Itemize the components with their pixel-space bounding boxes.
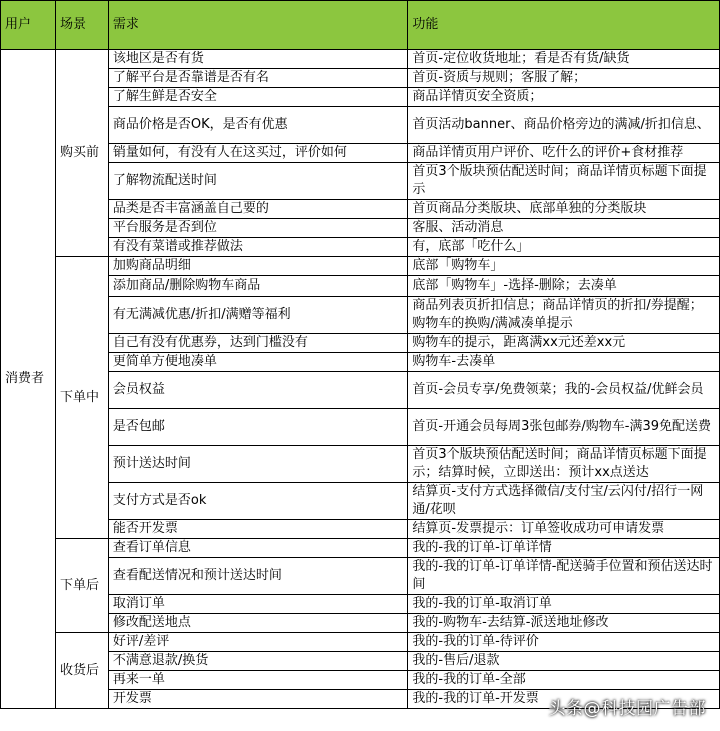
need-cell: 了解平台是否靠谱是否有名	[108, 69, 408, 88]
need-cell: 销量如何，有没有人在这买过，评价如何	[108, 144, 408, 163]
function-cell: 有，底部「吃什么」	[408, 238, 720, 257]
table-row	[1, 163, 720, 200]
need-cell: 再来一单	[108, 671, 408, 690]
function-cell: 我的-我的订单-全部	[408, 671, 720, 690]
scene-cell: 购买前	[55, 50, 108, 257]
function-cell: 商品详情页安全资质；	[408, 88, 720, 107]
need-cell: 不满意退款/换货	[108, 652, 408, 671]
function-cell: 首页活动banner、商品价格旁边的满减/折扣信息、	[408, 107, 720, 144]
need-cell: 品类是否丰富涵盖自己要的	[108, 200, 408, 219]
table-row	[1, 219, 720, 238]
function-cell: 我的-我的订单-取消订单	[408, 595, 720, 614]
user-cell: 消费者	[1, 50, 56, 709]
header-user: 用户	[1, 1, 56, 50]
function-cell: 首页3个版块预估配送时间；商品详情页标题下面提示	[408, 163, 720, 200]
header-scene: 场景	[55, 1, 108, 50]
table-row	[1, 69, 720, 88]
function-cell: 首页-定位收货地址；看是否有货/缺货	[408, 50, 720, 69]
function-cell: 购物车的提示，距离满xx元还差xx元	[408, 334, 720, 353]
function-cell: 首页3个版块预估配送时间；商品详情页标题下面提示；结算时候，立即送出：预计xx点送达	[408, 446, 720, 483]
need-cell: 添加商品/删除购物车商品	[108, 276, 408, 297]
table-row	[1, 671, 720, 690]
function-cell: 我的-我的订单-待评价	[408, 633, 720, 652]
watermark: 头条@科技园广告部	[548, 699, 706, 719]
function-cell: 首页-会员专享/免费领菜；我的-会员权益/优鲜会员	[408, 372, 720, 409]
scene-cell: 收货后	[55, 633, 108, 709]
function-cell: 我的-我的订单-订单详情-配送骑手位置和预估送达时间	[408, 558, 720, 595]
function-cell: 底部「购物车」	[408, 257, 720, 276]
function-cell: 商品详情页用户评价、吃什么的评价+食材推荐	[408, 144, 720, 163]
need-cell: 该地区是否有货	[108, 50, 408, 69]
need-cell: 有无满减优惠/折扣/满赠等福利	[108, 297, 408, 334]
need-cell: 好评/差评	[108, 633, 408, 652]
need-cell: 商品价格是否OK，是否有优惠	[108, 107, 408, 144]
need-cell: 查看配送情况和预计送达时间	[108, 558, 408, 595]
function-cell: 首页-开通会员每周3张包邮券/购物车-满39免配送费	[408, 409, 720, 446]
scene-cell: 下单中	[55, 257, 108, 539]
function-cell: 购物车-去凑单	[408, 353, 720, 372]
need-cell: 查看订单信息	[108, 539, 408, 558]
need-cell: 平台服务是否到位	[108, 219, 408, 238]
table-row	[1, 633, 720, 652]
function-cell: 首页商品分类版块、底部单独的分类版块	[408, 200, 720, 219]
need-cell: 是否包邮	[108, 409, 408, 446]
need-cell: 了解生鲜是否安全	[108, 88, 408, 107]
need-cell: 会员权益	[108, 372, 408, 409]
table-row	[1, 200, 720, 219]
function-cell: 我的-售后/退款	[408, 652, 720, 671]
need-cell: 加购商品明细	[108, 257, 408, 276]
function-cell: 商品列表页折扣信息；商品详情页的折扣/券提醒；购物车的换购/满减凑单提示	[408, 297, 720, 334]
function-cell: 底部「购物车」-选择-删除；去凑单	[408, 276, 720, 297]
table-row	[1, 297, 720, 334]
function-cell: 我的-我的订单-订单详情	[408, 539, 720, 558]
table-row	[1, 257, 720, 276]
need-cell: 取消订单	[108, 595, 408, 614]
scene-cell: 下单后	[55, 539, 108, 633]
need-cell: 了解物流配送时间	[108, 163, 408, 200]
table-row	[1, 372, 720, 409]
need-cell: 支付方式是否ok	[108, 483, 408, 520]
table-row	[1, 88, 720, 107]
table-row	[1, 595, 720, 614]
table-row	[1, 614, 720, 633]
function-cell: 客服、活动消息	[408, 219, 720, 238]
table-row	[1, 483, 720, 520]
need-cell: 预计送达时间	[108, 446, 408, 483]
table-row	[1, 520, 720, 539]
table-row	[1, 409, 720, 446]
need-cell: 修改配送地点	[108, 614, 408, 633]
table-row	[1, 107, 720, 144]
header-need: 需求	[108, 1, 408, 50]
function-cell: 结算页-支付方式选择微信/支付宝/云闪付/招行一网通/花呗	[408, 483, 720, 520]
function-cell: 结算页-发票提示：订单签收成功可申请发票	[408, 520, 720, 539]
need-cell: 有没有菜谱或推荐做法	[108, 238, 408, 257]
table-body	[1, 50, 720, 709]
function-cell: 我的-购物车-去结算-派送地址修改	[408, 614, 720, 633]
table-row	[1, 558, 720, 595]
table-row	[1, 238, 720, 257]
table-row	[1, 446, 720, 483]
table-row	[1, 353, 720, 372]
header-row	[1, 1, 720, 50]
table-row	[1, 334, 720, 353]
function-cell: 我的-我的订单-开发票	[408, 690, 720, 709]
table-row	[1, 539, 720, 558]
table-row	[1, 50, 720, 69]
need-cell: 自己有没有优惠券，达到门槛没有	[108, 334, 408, 353]
need-cell: 能否开发票	[108, 520, 408, 539]
header-function: 功能	[408, 1, 720, 50]
function-cell: 首页-资质与规则；客服了解；	[408, 69, 720, 88]
table-row	[1, 144, 720, 163]
need-cell: 开发票	[108, 690, 408, 709]
table-row	[1, 276, 720, 297]
table-row	[1, 652, 720, 671]
need-cell: 更简单方便地凑单	[108, 353, 408, 372]
